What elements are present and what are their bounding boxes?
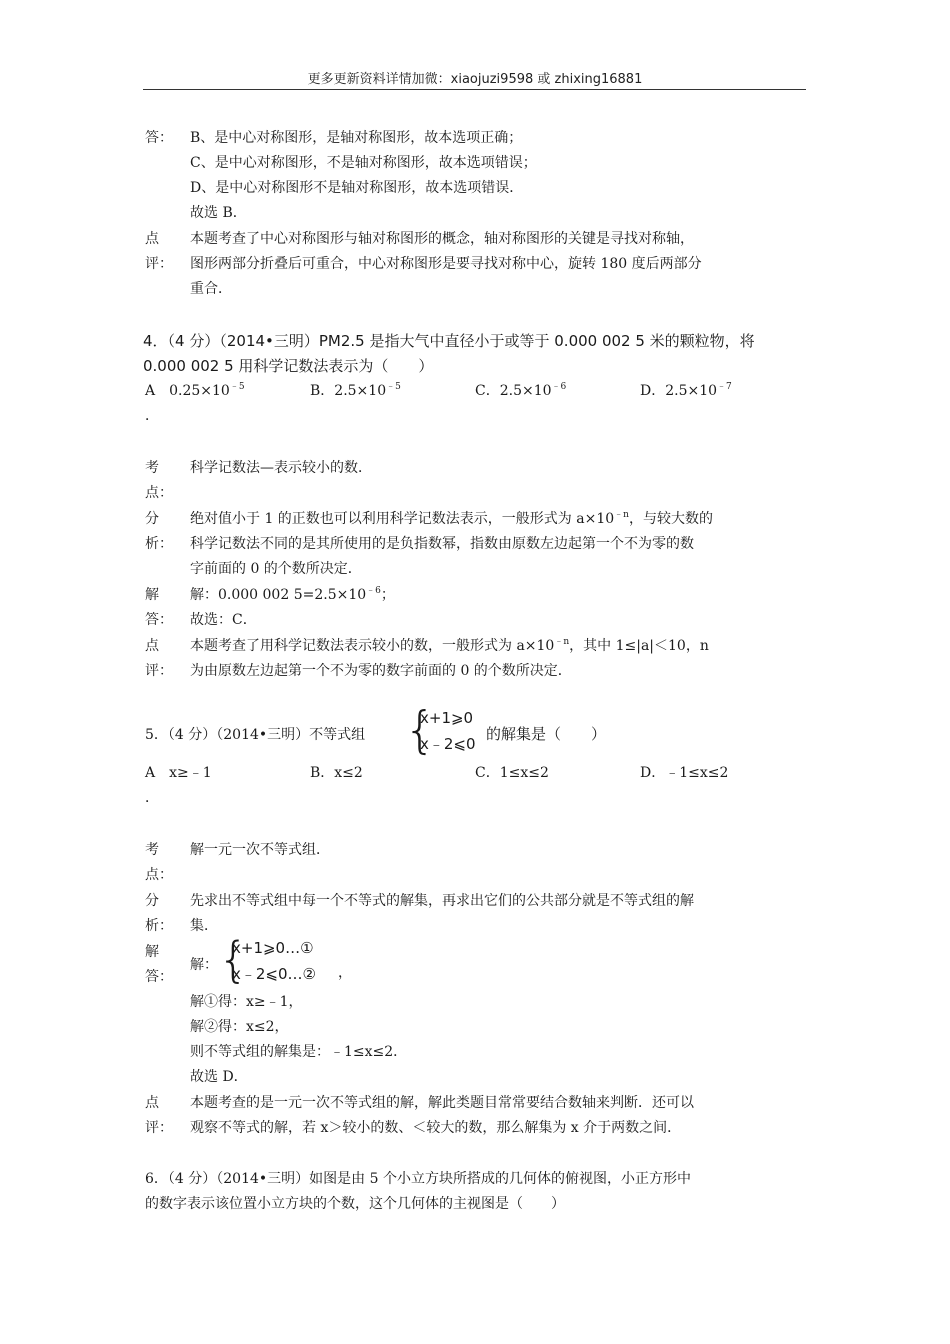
q5-jieda-system-1: x+1⩾0…① (232, 939, 314, 957)
q5-jieda-line-3: 则不等式组的解集是：﹣1≤x≤2． (190, 1044, 408, 1060)
q4-dianping-line-1: 本题考查了用科学记数法表示较小的数，一般形式为 $a\times 10^{﹣n}$，其中 1≤|a|＜10，n (190, 637, 709, 654)
q4-jieda-line-2: 故选：C． (190, 612, 257, 628)
q5-jieda-line-2: 解②得：x≤2， (190, 1019, 289, 1035)
q5-fenxi-line-1: 先求出不等式组中每一个不等式的解集，再求出它们的公共部分就是不等式组的解 (190, 893, 694, 909)
q6-stem-line-2: 的数字表示该位置小立方块的个数，这个几何体的主视图是（ ） (145, 1196, 565, 1212)
q4-option-c: C．$2.5\times 10^{﹣6}$ (475, 382, 567, 399)
q3-comment-line-3: 重合． (190, 281, 232, 297)
q4-jieda-line-1: 解：0.000 002 $5=2.5\times 10^{﹣6}$； (190, 586, 395, 603)
q4-stem-line-1: 4．（4 分）（2014•三明）PM2.5 是指大气中直径小于或等于 0.000 002 5 米的颗粒物，将 (143, 332, 755, 350)
q3-comment-line-1: 本题考查了中心对称图形与轴对称图形的概念，轴对称图形的关键是寻找对称轴， (190, 231, 694, 247)
q5-jieda-line-4: 故选 D． (190, 1069, 248, 1085)
q4-option-d: D．$2.5\times 10^{﹣7}$ (640, 382, 732, 399)
q5-option-a-dot: ． (145, 790, 159, 806)
q3-comment-label-1: 点 (145, 231, 159, 247)
q4-stem-line-2: 0.000 002 5 用科学记数法表示为（ ） (143, 357, 434, 375)
q4-option-b: B．$2.5\times 10^{﹣5}$ (310, 382, 401, 399)
q5-jieda-system-2: x﹣2⩽0…② (232, 965, 316, 983)
q4-dianping-line-2: 为由原数左边起第一个不为零的数字前面的 0 的个数所决定． (190, 663, 572, 679)
q4-fenxi-line-1: 绝对值小于 1 的正数也可以利用科学记数法表示，一般形式为 $a\times 10^{﹣n}$，与较大数的 (190, 510, 713, 527)
q5-jieda-pre: 解： (190, 957, 218, 973)
q4-fenxi-label-2: 析： (145, 536, 173, 552)
q5-jieda-label-1: 解 (145, 944, 159, 960)
q5-kaodian-label-1: 考 (145, 842, 159, 858)
q5-option-d: D．﹣1≤x≤2 (640, 765, 729, 781)
q3-answer-line-1: B、是中心对称图形，是轴对称图形，故本选项正确； (190, 130, 523, 146)
q5-jieda-comma: ， (338, 965, 352, 981)
header-rule (143, 89, 806, 90)
q4-kaodian-label-2: 点： (145, 485, 173, 501)
q4-jieda-label-1: 解 (145, 587, 159, 603)
q4-fenxi-line-2: 科学记数法不同的是其所使用的是负指数幂，指数由原数左边起第一个不为零的数 (190, 536, 694, 552)
q5-kaodian-text: 解一元一次不等式组． (190, 842, 330, 858)
q5-dianping-label-1: 点 (145, 1095, 159, 1111)
q3-answer-line-2: C、是中心对称图形，不是轴对称图形，故本选项错误； (190, 155, 537, 171)
q3-answer-line-4: 故选 B． (190, 205, 247, 221)
q3-comment-label-2: 评： (145, 256, 173, 272)
q5-system-line-2: x﹣2⩽0 (420, 735, 476, 753)
q4-kaodian-text: 科学记数法—表示较小的数． (190, 460, 372, 476)
q5-option-b: B．x≤2 (310, 765, 363, 781)
q5-dianping-line-2: 观察不等式的解，若 x＞较小的数、＜较大的数，那么解集为 x 介于两数之间． (190, 1120, 682, 1136)
q4-dianping-label-1: 点 (145, 638, 159, 654)
q5-system-brace: { (404, 701, 436, 759)
q3-answer-label: 答： (145, 130, 173, 146)
q3-answer-line-3: D、是中心对称图形不是轴对称图形，故本选项错误． (190, 180, 524, 196)
q5-fenxi-line-2: 集． (190, 918, 218, 934)
q4-kaodian-label-1: 考 (145, 460, 159, 476)
q5-fenxi-label-1: 分 (145, 893, 159, 909)
q6-stem-line-1: 6．（4 分）（2014•三明）如图是由 5 个小立方块所搭成的几何体的俯视图，小正方形中 (145, 1171, 691, 1187)
q5-jieda-label-2: 答： (145, 969, 173, 985)
q4-dianping-label-2: 评： (145, 663, 173, 679)
q4-fenxi-label-1: 分 (145, 511, 159, 527)
page-header: 更多更新资料详情加微：xiaojuzi9598 或 zhixing16881 (307, 72, 643, 87)
q5-kaodian-label-2: 点： (145, 867, 173, 883)
q4-option-a: A $0.25\times 10^{﹣5}$ (145, 382, 245, 399)
q4-fenxi-line-3: 字前面的 0 的个数所决定． (190, 561, 362, 577)
q3-comment-line-2: 图形两部分折叠后可重合，中心对称图形是要寻找对称中心，旋转 180 度后两部分 (190, 256, 702, 272)
q4-jieda-label-2: 答： (145, 612, 173, 628)
q5-system-line-1: x+1⩾0 (420, 709, 474, 727)
q5-dianping-label-2: 评： (145, 1120, 173, 1136)
q5-dianping-line-1: 本题考查的是一元一次不等式组的解，解此类题目常常要结合数轴来判断．还可以 (190, 1095, 694, 1111)
q5-stem-pre: 5．（4 分）（2014•三明）不等式组 (145, 727, 366, 743)
q5-option-a: A x≥﹣1 (145, 765, 212, 781)
q5-jieda-brace: { (218, 932, 249, 988)
q5-fenxi-label-2: 析： (145, 918, 173, 934)
q5-jieda-line-1: 解①得：x≥﹣1， (190, 994, 303, 1010)
q4-option-a-dot: ． (145, 408, 159, 424)
q5-stem-post: 的解集是（ ） (486, 725, 607, 743)
q5-option-c: C．1≤x≤2 (475, 765, 549, 781)
